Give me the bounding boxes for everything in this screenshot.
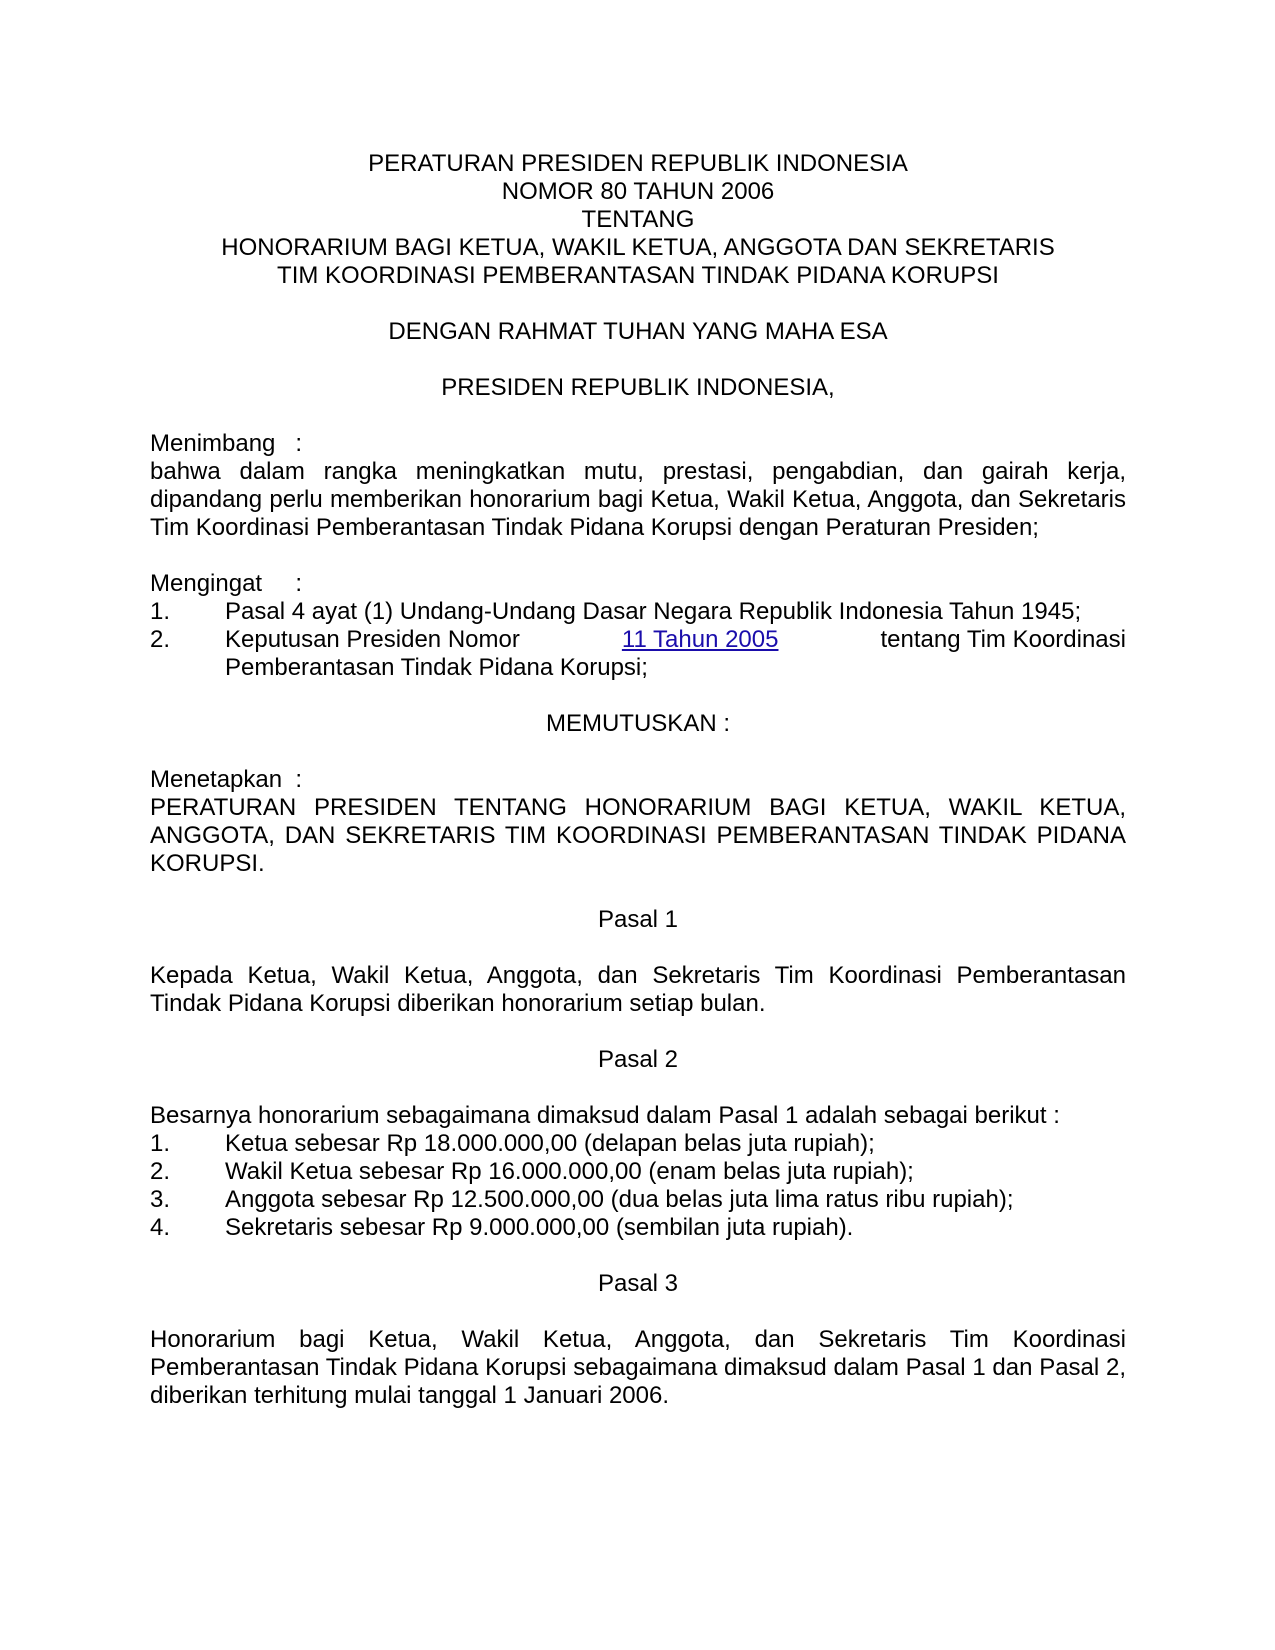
list-number: 4. (150, 1214, 171, 1241)
list-number: 2. (150, 1158, 171, 1185)
list-number: 3. (150, 1186, 171, 1213)
list-item (150, 1130, 1126, 1158)
document-page (150, 150, 1126, 1410)
pasal-3-text: Honorarium bagi Ketua, Wakil Ketua, Anggota, dan Sekretaris Tim Koordinasi Pemberantasan Tindak Pidana Korupsi sebagaimana dimaksud dalam Pasal 1 dan Pasal 2, diberikan terhitung mulai tanggal 1 Januari 2006. (150, 1326, 1126, 1409)
list-text: Sekretaris sebesar Rp 9.000.000,00 (sembilan juta rupiah). (225, 1214, 854, 1241)
menimbang-label: Menimbang : (150, 430, 303, 457)
menimbang-text: bahwa dalam rangka meningkatkan mutu, prestasi, pengabdian, dan gairah kerja, dipandang perlu memberikan honorarium bagi Ketua, Wakil Ketua, Anggota, dan Sekretaris Tim Koordinasi Pemberantasan Tindak Pidana Korupsi dengan Peraturan Presiden; (150, 458, 1126, 541)
header-subject-line2: TIM KOORDINASI PEMBERANTASAN TINDAK PIDANA KORUPSI (277, 262, 999, 289)
list-item (150, 626, 1126, 682)
invocation: DENGAN RAHMAT TUHAN YANG MAHA ESA (388, 318, 888, 345)
list-item (150, 1186, 1126, 1214)
list-text-line1 (225, 626, 1126, 654)
list-number: 1. (150, 1130, 171, 1157)
pasal-2-intro: Besarnya honorarium sebagaimana dimaksud dalam Pasal 1 adalah sebagai berikut : (150, 1102, 1060, 1129)
list-item (150, 598, 1126, 626)
header-about: TENTANG (581, 206, 695, 233)
list-number: 2. (150, 626, 171, 653)
list-text-after-link: tentang Tim Koordinasi (880, 626, 1126, 653)
pasal-2-title: Pasal 2 (597, 1046, 679, 1073)
menetapkan-label: Menetapkan : (150, 766, 303, 793)
menetapkan-text: PERATURAN PRESIDEN TENTANG HONORARIUM BAGI KETUA, WAKIL KETUA, ANGGOTA, DAN SEKRETARIS TIM KOORDINASI PEMBERANTASAN TINDAK PIDANA KORUPSI. (150, 794, 1126, 877)
memutuskan-heading: MEMUTUSKAN : (545, 710, 730, 737)
list-number: 1. (150, 598, 171, 625)
list-text: Ketua sebesar Rp 18.000.000,00 (delapan belas juta rupiah); (225, 1130, 875, 1157)
list-text: Wakil Ketua sebesar Rp 16.000.000,00 (enam belas juta rupiah); (225, 1158, 914, 1185)
header-number: NOMOR 80 TAHUN 2006 (501, 178, 775, 205)
pasal-1-title: Pasal 1 (597, 906, 679, 933)
list-text-before-link: Keputusan Presiden Nomor (225, 626, 520, 653)
document-header (150, 150, 1126, 290)
list-item (150, 1214, 1126, 1242)
reference-link[interactable]: 11 Tahun 2005 (621, 626, 779, 653)
header-title: PERATURAN PRESIDEN REPUBLIK INDONESIA (368, 150, 908, 177)
list-text: Anggota sebesar Rp 12.500.000,00 (dua belas juta lima ratus ribu rupiah); (225, 1186, 1014, 1213)
list-text-line2: Pemberantasan Tindak Pidana Korupsi; (225, 654, 648, 681)
pasal-3-title: Pasal 3 (597, 1270, 679, 1297)
president-heading: PRESIDEN REPUBLIK INDONESIA, (441, 374, 835, 401)
header-subject-line1: HONORARIUM BAGI KETUA, WAKIL KETUA, ANGGOTA DAN SEKRETARIS (221, 234, 1055, 261)
pasal-1-text: Kepada Ketua, Wakil Ketua, Anggota, dan Sekretaris Tim Koordinasi Pemberantasan Tindak Pidana Korupsi diberikan honorarium setiap bulan. (150, 962, 1126, 1017)
list-text: Pasal 4 ayat (1) Undang-Undang Dasar Negara Republik Indonesia Tahun 1945; (225, 598, 1082, 625)
mengingat-label: Mengingat : (150, 570, 303, 597)
list-item (150, 1158, 1126, 1186)
